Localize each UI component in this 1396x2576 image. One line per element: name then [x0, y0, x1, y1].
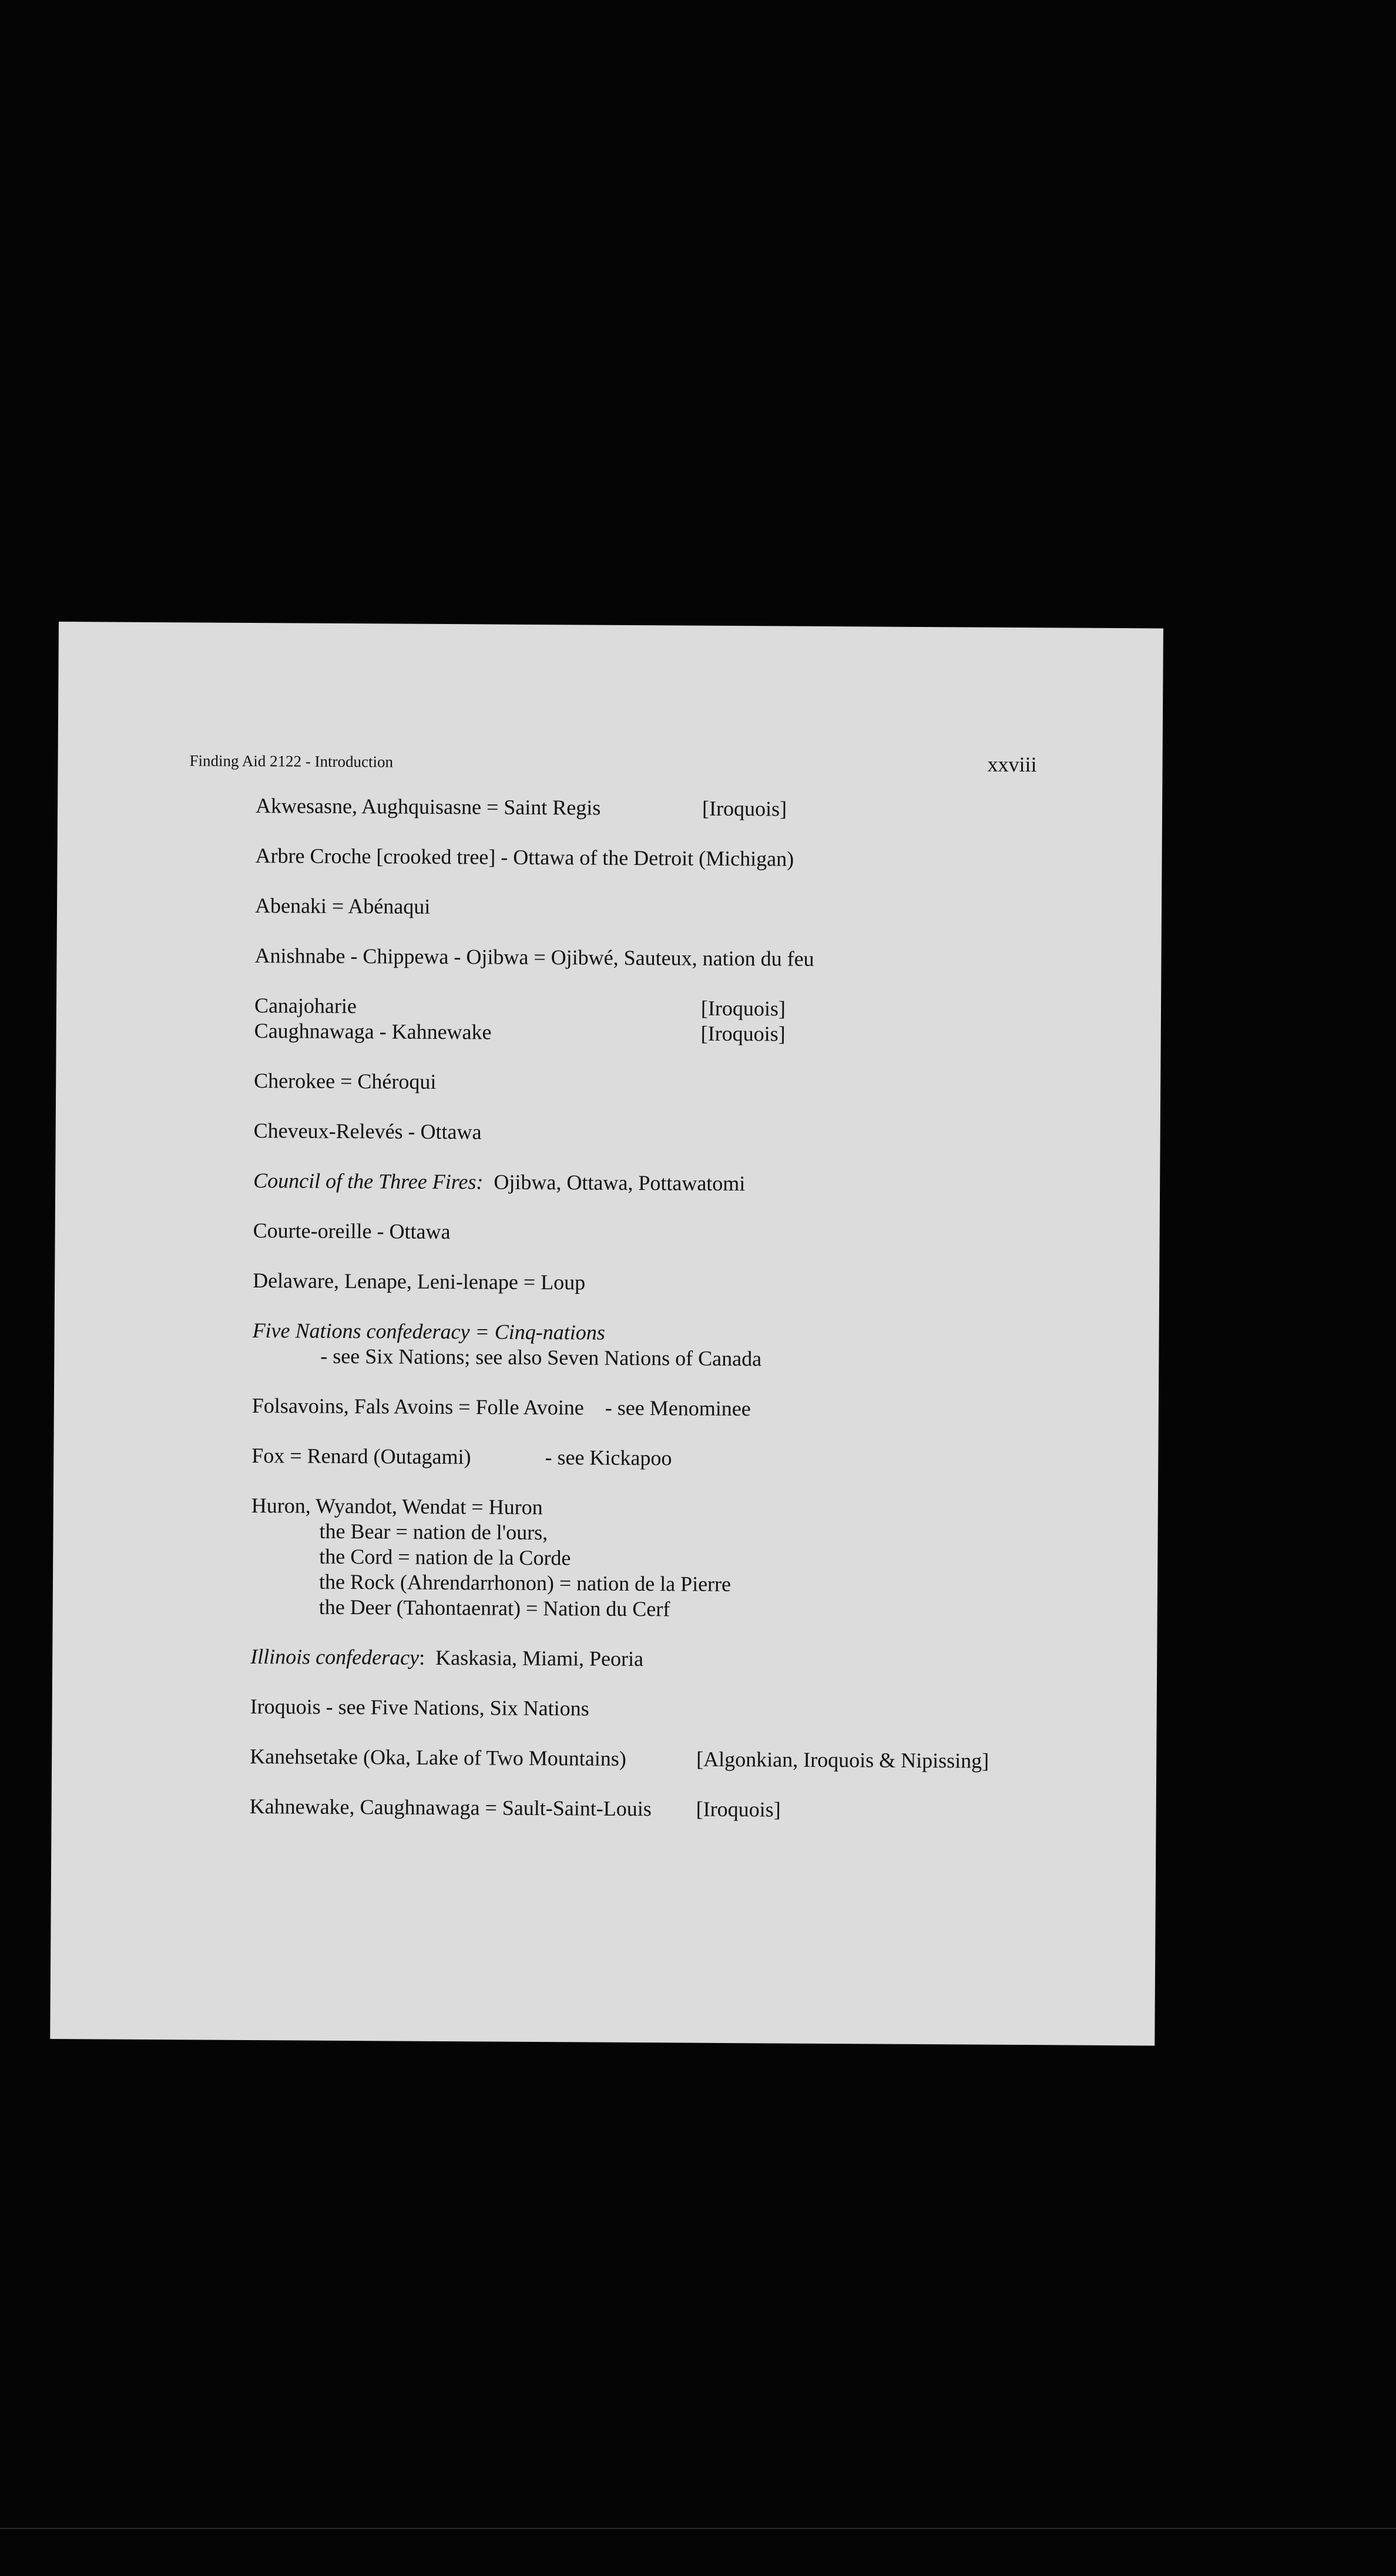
entry-text: the Bear = nation de l'ours, — [319, 1519, 548, 1545]
entry-line — [251, 1443, 1092, 1474]
glossary-entry — [253, 1218, 1093, 1249]
document-page — [50, 622, 1163, 2045]
entry-text: - see Six Nations; see also Seven Nations of Canada — [320, 1344, 762, 1371]
glossary-entry — [253, 1268, 1093, 1299]
glossary-entry — [251, 1493, 1092, 1625]
glossary-list — [249, 793, 1096, 1849]
glossary-entry — [253, 1168, 1093, 1199]
entry-italic-term: Council of the Three Fires: — [253, 1169, 484, 1194]
entry-line — [250, 1744, 1090, 1775]
entry-text: the Rock (Ahrendarrhonon) = nation de la Pierre — [318, 1569, 731, 1596]
entry-text: Abenaki = Abénaqui — [254, 894, 431, 918]
entry-line — [250, 1794, 1090, 1824]
entry-italic-term: Illinois confederacy — [250, 1645, 420, 1669]
entry-tag: [Iroquois] — [696, 1797, 781, 1822]
entry-line — [253, 1168, 1093, 1199]
entry-text: Ojibwa, Ottawa, Pottawatomi — [483, 1170, 746, 1196]
glossary-entry — [252, 1393, 1092, 1424]
entry-tag: [Iroquois] — [702, 796, 787, 821]
running-head: Finding Aid 2122 - Introduction — [189, 752, 394, 771]
entry-text: the Deer (Tahontaenrat) = Nation du Cerf — [318, 1595, 670, 1621]
entry-tag: [Iroquois] — [700, 1021, 786, 1046]
entry-tag: [Iroquois] — [700, 996, 786, 1021]
entry-text: Canajoharie — [254, 994, 357, 1018]
glossary-entry — [250, 1694, 1090, 1725]
entry-line — [251, 1594, 1091, 1625]
glossary-entry — [255, 843, 1095, 874]
entry-text: Cherokee = Chéroqui — [254, 1069, 437, 1094]
entry-line — [253, 1268, 1093, 1299]
glossary-entry — [255, 893, 1095, 924]
entry-text: Anishnabe - Chippewa - Ojibwa = Ojibwé, Sauteux, nation du feu — [254, 944, 814, 971]
page-number: xxviii — [987, 752, 1037, 777]
entry-text: Kahnewake, Caughnawaga = Sault-Saint-Louis — [249, 1795, 652, 1821]
entry-line — [256, 793, 1096, 824]
glossary-entry — [252, 1318, 1092, 1374]
entry-line — [252, 1343, 1092, 1374]
entry-text: Huron, Wyandot, Wendat = Huron — [251, 1494, 543, 1520]
scanner-edge-line — [0, 2528, 1396, 2529]
entry-line — [254, 943, 1095, 974]
entry-text: Courte-oreille - Ottawa — [253, 1219, 451, 1244]
entry-text: Cheveux-Relevés - Ottawa — [253, 1119, 482, 1144]
glossary-entry — [254, 1068, 1094, 1099]
glossary-entry — [251, 1443, 1092, 1474]
entry-text: Caughnawaga - Kahnewake — [254, 1019, 492, 1044]
entry-text: Iroquois - see Five Nations, Six Nations — [250, 1695, 589, 1720]
glossary-entry — [250, 1744, 1090, 1775]
glossary-entry — [250, 1644, 1090, 1675]
entry-text: : Kaskasia, Miami, Peoria — [419, 1645, 644, 1671]
glossary-entry — [254, 1118, 1094, 1149]
entry-italic-term: Five Nations confederacy = Cinq-nations — [252, 1319, 605, 1344]
entry-line — [254, 1068, 1094, 1099]
entry-text: Folsavoins, Fals Avoins = Folle Avoine - see Menominee — [251, 1394, 751, 1421]
glossary-entry — [254, 993, 1095, 1049]
entry-text: Kanehsetake (Oka, Lake of Two Mountains) — [250, 1745, 626, 1770]
entry-line — [255, 893, 1095, 924]
entry-text: the Cord = nation de la Corde — [319, 1544, 571, 1570]
entry-tag: [Algonkian, Iroquois & Nipissing] — [696, 1747, 989, 1773]
entry-line — [252, 1393, 1092, 1424]
glossary-entry — [256, 793, 1096, 824]
glossary-entry — [250, 1794, 1090, 1824]
entry-text: Akwesasne, Aughquisasne = Saint Regis — [255, 794, 601, 820]
entry-line — [253, 1218, 1093, 1249]
entry-text: Delaware, Lenape, Leni-lenape = Loup — [253, 1269, 586, 1294]
entry-text: Arbre Croche [crooked tree] - Ottawa of the Detroit (Michigan) — [255, 844, 794, 871]
entry-line — [254, 1118, 1094, 1149]
entry-line — [254, 1018, 1095, 1049]
entry-line — [255, 843, 1095, 874]
entry-text: Fox = Renard (Outagami) - see Kickapoo — [251, 1444, 672, 1470]
glossary-entry — [254, 943, 1095, 974]
entry-line — [250, 1644, 1090, 1675]
entry-line — [250, 1694, 1090, 1725]
